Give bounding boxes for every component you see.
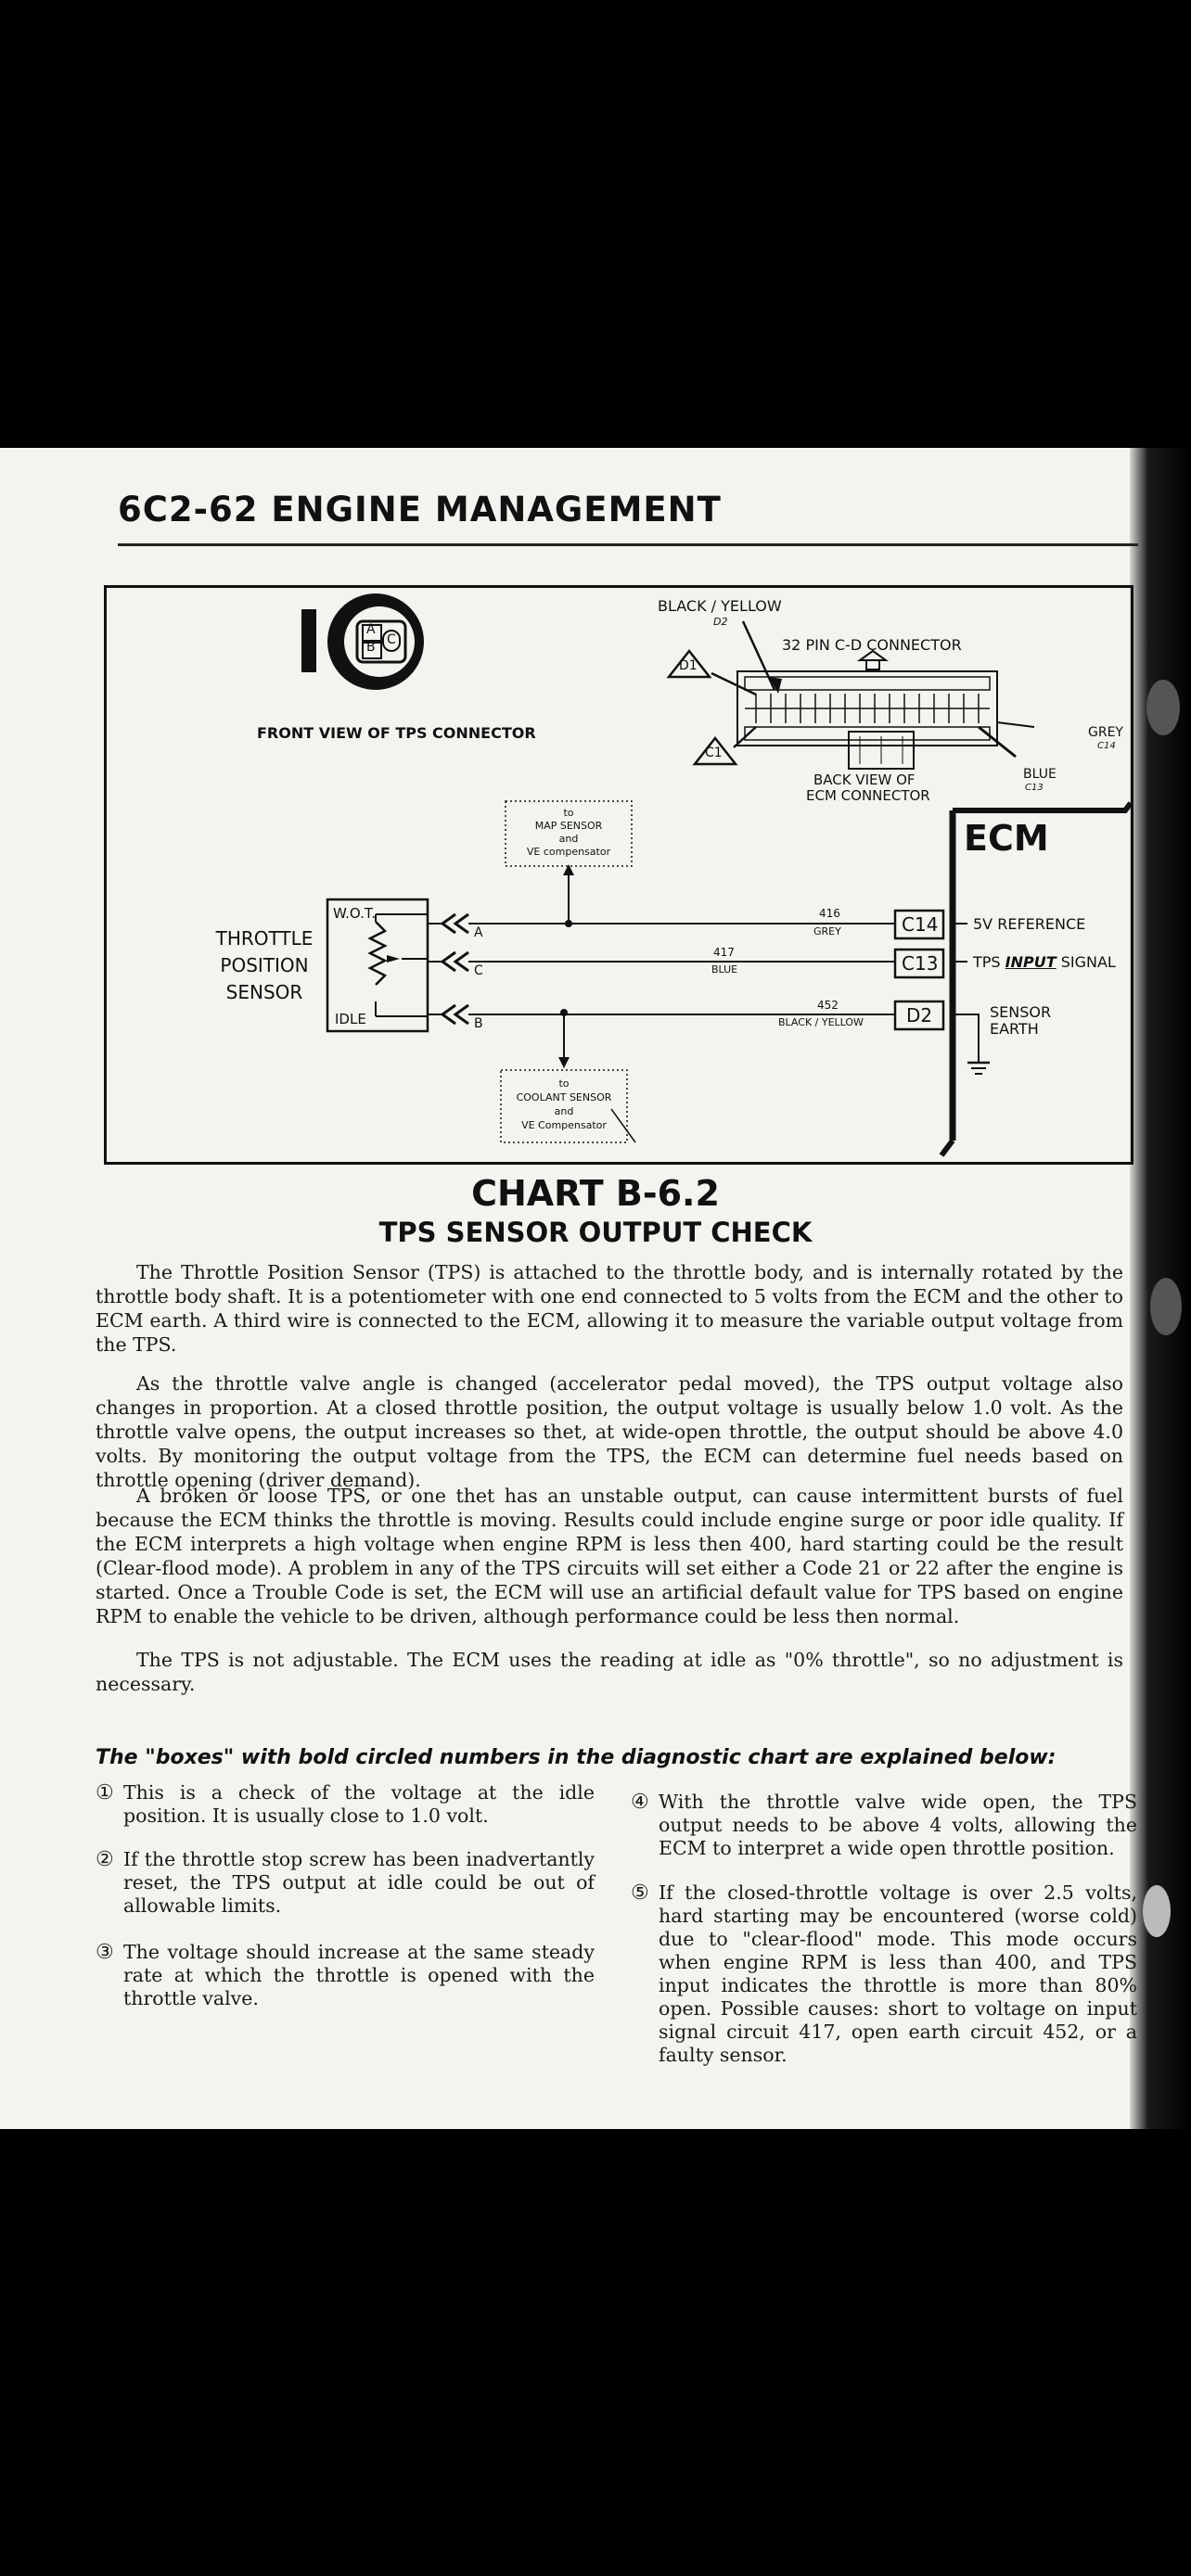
sensor-earth-label-2: EARTH bbox=[990, 1020, 1039, 1038]
note-3-text: The voltage should increase at the same steady rate at which the throttle is opened with the throttle valve. bbox=[123, 1941, 595, 2009]
pin-connector-label: 32 PIN C-D CONNECTOR bbox=[782, 636, 962, 654]
paragraph-2: As the throttle valve angle is changed (accelerator pedal moved), the TPS output voltage also changes in proportion. At a closed throttle position, the output voltage is usually below 1.0 volt. As the throttle valve opens, the output increases so thet, at wide-open throttle, the output should be above 4.0 volts. By monitoring the output voltage from the TPS, the ECM can determine fuel needs based on throttle opening (driver demand). bbox=[96, 1372, 1123, 1491]
note-1 bbox=[96, 1781, 595, 1828]
pin-label-c: C bbox=[387, 632, 396, 647]
ecm-outline-top bbox=[953, 803, 1131, 810]
paragraph-1: The Throttle Position Sensor (TPS) is attached to the throttle body, and is internally rotated by the throttle body shaft. It is a potentiometer with one end connected to 5 volts from the ECM and the other to ECM earth. A third wire is connected to the ECM, allowing it to measure the variable output voltage from the TPS. bbox=[96, 1261, 1123, 1356]
d2-top-label: D2 bbox=[713, 616, 728, 628]
boxes-heading: The "boxes" with bold circled numbers in the diagnostic chart are explained below: bbox=[96, 1746, 1057, 1769]
wire-416-number: 416 bbox=[819, 907, 840, 920]
note-2-text: If the throttle stop screw has been inadvertantly reset, the TPS output at idle could be out of allowable limits. bbox=[123, 1848, 595, 1917]
wot-label: W.O.T. bbox=[333, 905, 376, 922]
back-view-label-2: ECM CONNECTOR bbox=[806, 787, 930, 804]
note-4-text: With the throttle valve wide open, the TPS output needs to be above 4 volts, allowing the ECM to interpret a wide open throttle position. bbox=[659, 1791, 1137, 1859]
ecm-connector-icon bbox=[737, 651, 997, 769]
terminal-c13-label: C13 bbox=[902, 952, 939, 975]
grey-right-label: GREY bbox=[1088, 725, 1123, 740]
note-5-text: If the closed-throttle voltage is over 2.5 volts, hard starting may be encountered (worse cold) due to "clear-flood" mode. This mode occurs when engine RPM is less than 400, and TPS input indicates the throttle is more than 80% open. Possible causes: short to voltage on input signal circuit 417, open earth circuit 452, or a faulty sensor. bbox=[659, 1881, 1137, 2066]
wire-417-color: BLUE bbox=[711, 963, 738, 976]
note-2-number: ② bbox=[96, 1848, 114, 1871]
connector-chevrons bbox=[442, 914, 468, 1024]
paragraph-3: A broken or loose TPS, or one thet has an unstable output, can cause intermittent bursts of fuel because the ECM thinks the throttle is moving. Results could include engine surge or poor idle quality. If the ECM interprets a high voltage when engine RPM is less then 400, hard starting could be the result (Clear-flood mode). A problem in any of the TPS circuits will set either a Code 21 or 22 after the engine is started. Once a Trouble Code is set, the ECM will use an artificial default value for TPS based on engine RPM to enable the vehicle to be driven, although performance could be less then normal. bbox=[96, 1485, 1123, 1627]
potentiometer-symbol bbox=[370, 922, 385, 985]
d1-label: D1 bbox=[679, 658, 698, 673]
tps-signal-prefix: TPS bbox=[973, 953, 1005, 971]
note-5-number: ⑤ bbox=[631, 1881, 649, 1905]
pin-label-a: A bbox=[366, 622, 376, 637]
manual-page bbox=[0, 448, 1191, 2129]
coolant-line-1: to bbox=[558, 1078, 570, 1090]
back-view-label-1: BACK VIEW OF bbox=[813, 772, 916, 788]
tps-connector-icon bbox=[301, 593, 424, 690]
coolant-sensor-text bbox=[501, 1077, 627, 1132]
binder-hole-middle bbox=[1150, 1278, 1182, 1335]
binder-hole-top bbox=[1146, 680, 1180, 735]
wire-c-label: C bbox=[474, 963, 483, 978]
header-rule bbox=[118, 543, 1138, 546]
note-4 bbox=[631, 1791, 1137, 1860]
chart-title: CHART B-6.2 bbox=[471, 1173, 720, 1214]
sensor-name-line-3: SENSOR bbox=[225, 981, 303, 1003]
ref-5v-label: 5V REFERENCE bbox=[973, 915, 1086, 933]
wire-452-number: 452 bbox=[817, 999, 839, 1012]
tps-signal-input: INPUT bbox=[1005, 953, 1057, 971]
black-yellow-top-label: BLACK / YELLOW bbox=[658, 597, 782, 615]
map-line-3: and bbox=[558, 833, 579, 845]
coolant-line-2: COOLANT SENSOR bbox=[516, 1091, 612, 1103]
map-sensor-text bbox=[506, 807, 632, 859]
note-2 bbox=[96, 1848, 595, 1918]
note-1-number: ① bbox=[96, 1781, 114, 1804]
coolant-line-4: VE Compensator bbox=[521, 1119, 607, 1131]
wire-416-color: GREY bbox=[813, 925, 841, 937]
wire-417-number: 417 bbox=[713, 946, 735, 959]
sensor-name-line-2: POSITION bbox=[220, 954, 309, 976]
wire-a-label: A bbox=[474, 925, 483, 940]
sensor-earth-line bbox=[953, 1014, 979, 1063]
paragraph-4: The TPS is not adjustable. The ECM uses the reading at idle as "0% throttle", so no adjustment is necessary. bbox=[96, 1649, 1123, 1695]
map-line-2: MAP SENSOR bbox=[534, 820, 603, 832]
wiring-diagram bbox=[104, 585, 1133, 1165]
c1-label: C1 bbox=[705, 746, 723, 760]
pin-label-b: B bbox=[366, 640, 376, 655]
idle-label: IDLE bbox=[335, 1011, 366, 1027]
note-3 bbox=[96, 1941, 595, 2010]
page-header: 6C2-62 ENGINE MANAGEMENT bbox=[118, 490, 722, 529]
coolant-line-3: and bbox=[554, 1105, 574, 1117]
note-4-number: ④ bbox=[631, 1791, 649, 1814]
wire-b-label: B bbox=[474, 1016, 483, 1031]
map-line-1: to bbox=[563, 807, 574, 819]
tps-signal-label bbox=[973, 953, 1116, 971]
terminal-c14-label: C14 bbox=[902, 913, 939, 936]
ecm-label: ECM bbox=[964, 818, 1049, 859]
chart-subtitle: TPS SENSOR OUTPUT CHECK bbox=[378, 1217, 813, 1248]
blue-right-label: BLUE bbox=[1023, 767, 1057, 782]
front-view-label: FRONT VIEW OF TPS CONNECTOR bbox=[257, 724, 536, 742]
wire-452-color: BLACK / YELLOW bbox=[778, 1016, 864, 1028]
terminal-d2-label: D2 bbox=[906, 1004, 933, 1027]
sensor-name-line-1: THROTTLE bbox=[215, 927, 314, 950]
note-1-text: This is a check of the voltage at the idle position. It is usually close to 1.0 volt. bbox=[123, 1781, 595, 1827]
binder-hole-bottom bbox=[1143, 1885, 1171, 1937]
map-line-4: VE compensator bbox=[526, 846, 611, 858]
sensor-earth-label-1: SENSOR bbox=[990, 1003, 1052, 1021]
arrow-d2 bbox=[743, 621, 775, 690]
note-5 bbox=[631, 1881, 1137, 2067]
note-3-number: ③ bbox=[96, 1941, 114, 1964]
tps-signal-suffix: SIGNAL bbox=[1056, 953, 1116, 971]
c13-small-label: C13 bbox=[1025, 783, 1044, 793]
c14-small-label: C14 bbox=[1097, 741, 1116, 751]
sensor-name bbox=[209, 925, 320, 1006]
